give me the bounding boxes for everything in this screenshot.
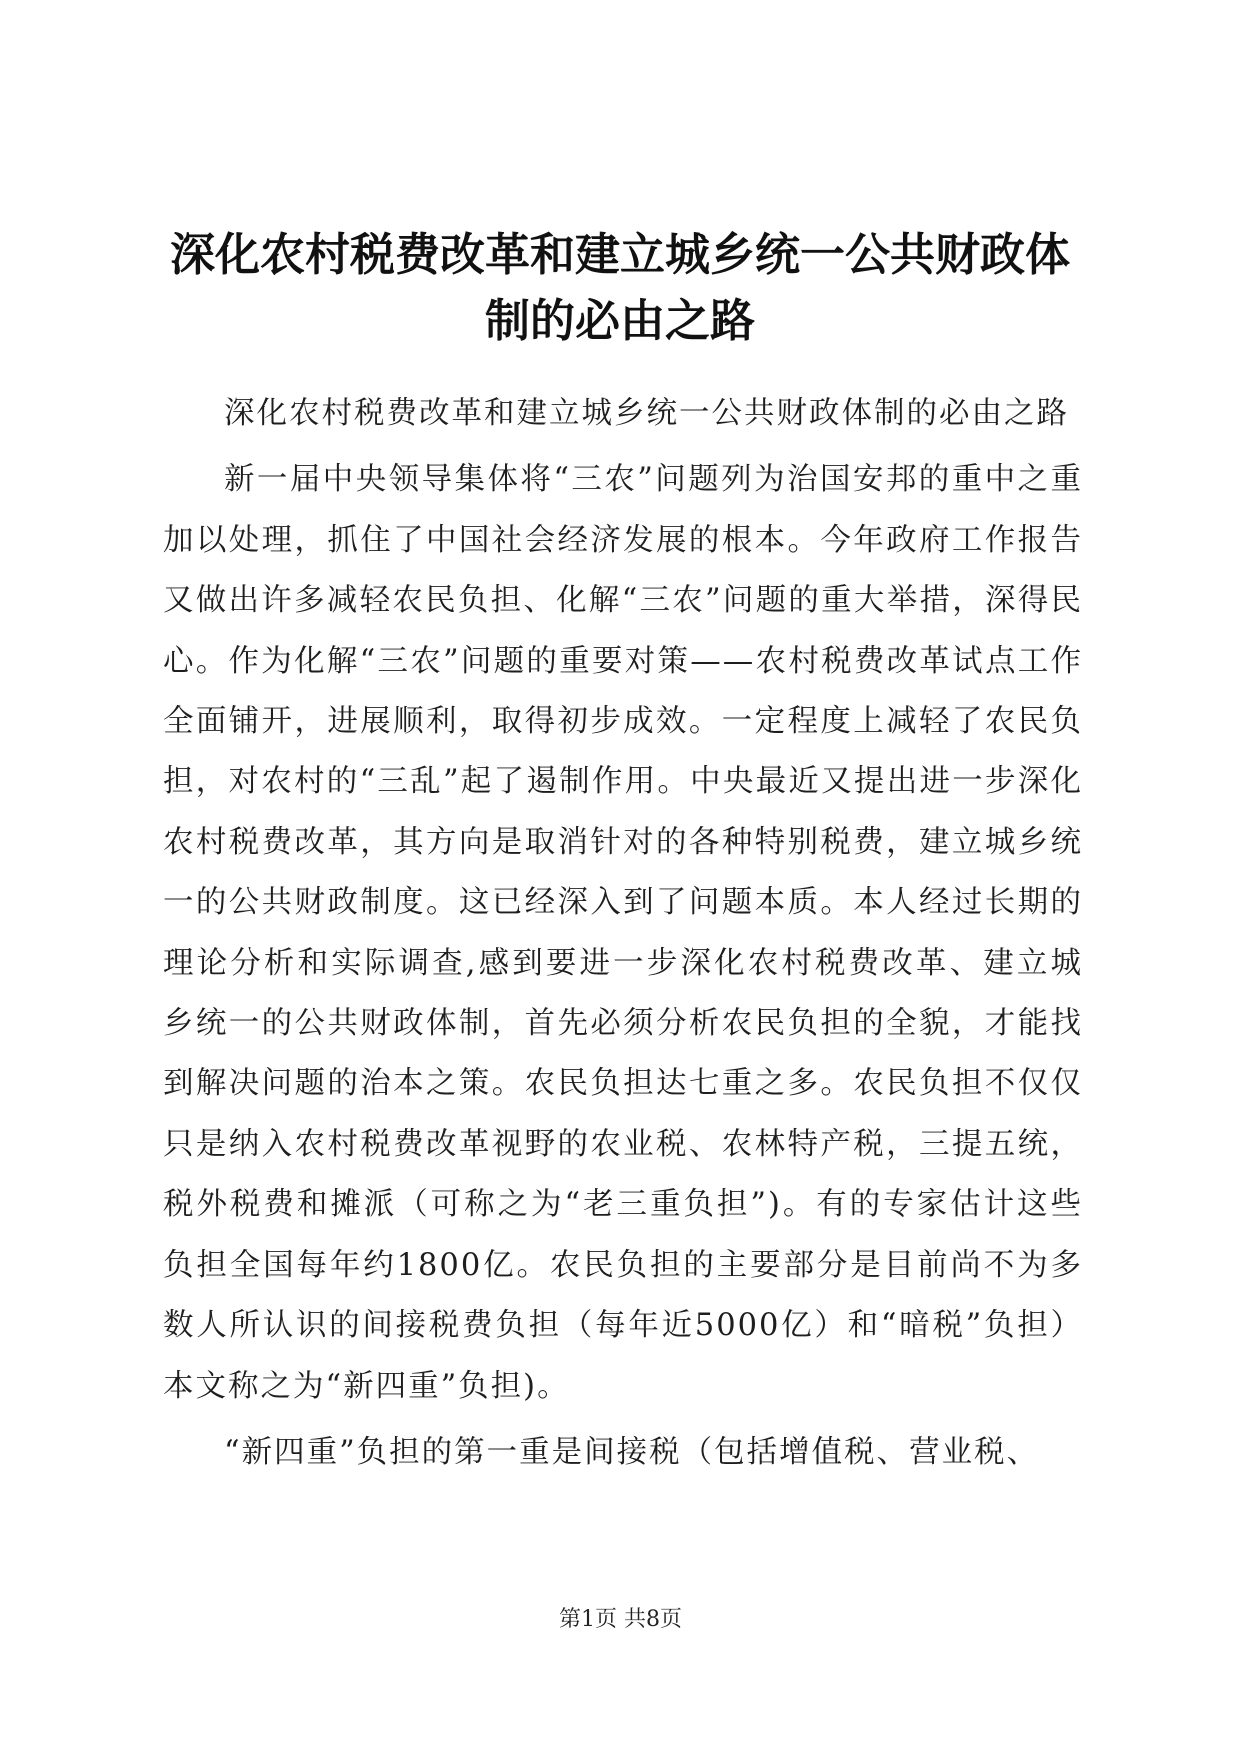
paragraph: “新四重”负担的第一重是间接税（包括增值税、营业税、	[224, 1434, 1040, 1470]
paragraph: 新一届中央领导集体将“三农”问题列为治国安邦的重中之重加以处理，抓住了中国社会经济发展的根本。今年政府工作报告又做出许多减轻农民负担、化解“三农”问题的重大举措，深得民心。作为化解“三农”问题的重要对策——农村税费改革试点工作全面铺开，进展顺利，取得初步成效。一定程度上减轻了农民负担，对农村的“三乱”起了遏制作用。中央最近又提出进一步深化农村税费改革，其方向是取消针对的各种特别税费，建立城乡统一的公共财政制度。这已经深入到了问题本质。本人经过长期的理论分析和实际调查,感到要进一步深化农村税费改革、建立城乡统一的公共财政体制，首先必须分析农民负担的全貌，才能找到解决问题的治本之策。农民负担达七重之多。农民负担不仅仅只是纳入农村税费改革视野的农业税、农林特产税，三提五统，税外税费和摊派（可称之为“老三重负担”)。有的专家估计这些负担全国每年约1800亿。农民负担的主要部分是目前尚不为多数人所认识的间接税费负担（每年近5000亿）和“暗税”负担）本文称之为“新四重”负担)。	[163, 462, 1083, 1404]
document-title: 深化农村税费改革和建立城乡统一公共财政体制的必由之路	[169, 228, 1070, 348]
paragraph: 深化农村税费改革和建立城乡统一公共财政体制的必由之路	[224, 396, 1069, 431]
document-body	[163, 384, 1083, 1489]
page-number-footer: 第1页 共8页	[559, 1607, 682, 1632]
